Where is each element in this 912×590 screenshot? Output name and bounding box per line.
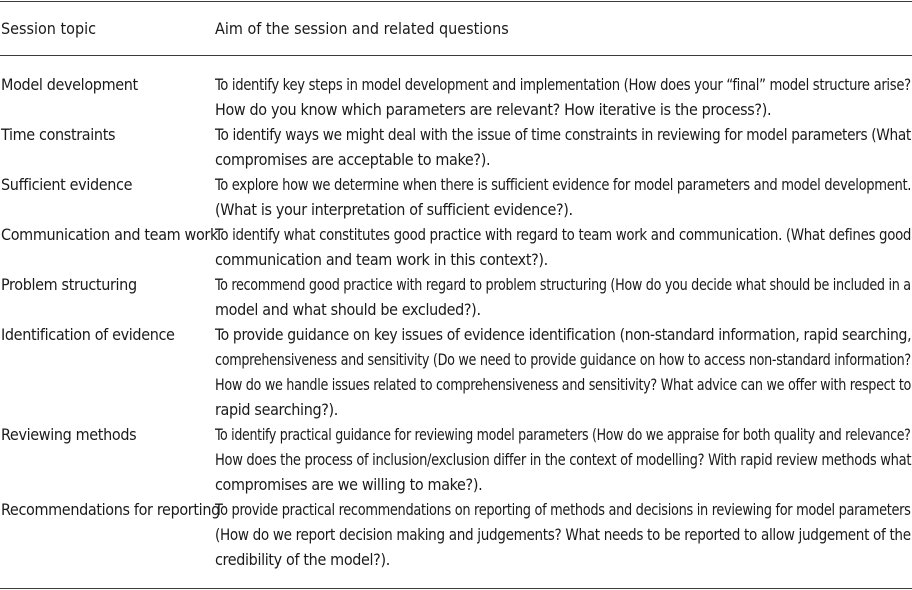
row-aim-line: (What is your interpretation of sufficient evidence?). xyxy=(215,200,573,219)
table-row xyxy=(0,72,912,122)
row-aim xyxy=(215,172,912,222)
row-topic: Model development xyxy=(1,75,138,94)
row-aim-line: credibility of the model?). xyxy=(215,550,390,569)
row-aim-line: comprehensiveness and sensitivity (Do we need to provide guidance on how to access non-standard information? xyxy=(215,350,911,369)
table-row xyxy=(0,322,912,422)
row-aim-line: To provide practical recommendations on reporting of methods and decisions in reviewing for model parameters xyxy=(215,500,911,519)
table-bottom-rule xyxy=(0,588,912,589)
table-body xyxy=(0,72,912,572)
row-aim-line: model and what should be excluded?). xyxy=(215,300,481,319)
header-aim: Aim of the session and related questions xyxy=(215,19,509,38)
table-row xyxy=(0,422,912,497)
row-aim-line: rapid searching?). xyxy=(215,400,338,419)
row-aim-line: compromises are acceptable to make?). xyxy=(215,150,491,169)
row-topic: Reviewing methods xyxy=(1,425,137,444)
row-aim-line: communication and team work in this context?). xyxy=(215,250,548,269)
row-aim-line: To identify practical guidance for reviewing model parameters (How do we appraise for both quality and relevance? xyxy=(215,425,911,444)
row-aim-line: To identify what constitutes good practice with regard to team work and communication. (What defines good xyxy=(215,225,912,244)
row-aim-line: compromises are we willing to make?). xyxy=(215,475,483,494)
table-row xyxy=(0,172,912,222)
table-row xyxy=(0,222,912,272)
row-aim-line: To provide guidance on key issues of evidence identification (non-standard information, rapid searching, xyxy=(215,325,912,344)
row-topic: Communication and team work xyxy=(1,225,218,244)
table-header-rule xyxy=(0,55,912,56)
table-header-row xyxy=(0,18,912,40)
row-aim-line: To recommend good practice with regard to problem structuring (How do you decide what should be included in a xyxy=(215,275,911,294)
row-topic: Identification of evidence xyxy=(1,325,175,344)
row-aim-line: (How do we report decision making and judgements? What needs to be reported to allow judgement of the xyxy=(215,525,911,544)
row-aim-line: To identify key steps in model development and implementation (How does your “final” model structure arise? xyxy=(215,75,911,94)
row-aim xyxy=(215,272,912,322)
row-aim-line: How does the process of inclusion/exclusion differ in the context of modelling? With rapid review methods what xyxy=(215,450,912,469)
row-topic: Recommendations for reporting xyxy=(1,500,220,519)
row-topic: Sufficient evidence xyxy=(1,175,133,194)
row-aim-line: To identify ways we might deal with the issue of time constraints in reviewing for model parameters (What xyxy=(215,125,911,144)
row-topic: Problem structuring xyxy=(1,275,137,294)
row-aim xyxy=(215,497,912,572)
table-row xyxy=(0,272,912,322)
row-aim xyxy=(215,72,912,122)
row-topic: Time constraints xyxy=(1,125,116,144)
row-aim-line: How do you know which parameters are relevant? How iterative is the process?). xyxy=(215,100,772,119)
header-session-topic: Session topic xyxy=(1,19,96,38)
table-row xyxy=(0,497,912,572)
row-aim-line: To explore how we determine when there is sufficient evidence for model parameters and model development. xyxy=(215,175,912,194)
table-top-rule xyxy=(0,1,912,2)
row-aim xyxy=(215,222,912,272)
table-row xyxy=(0,122,912,172)
row-aim xyxy=(215,322,912,422)
row-aim xyxy=(215,122,912,172)
row-aim-line: How do we handle issues related to comprehensiveness and sensitivity? What advice can we offer with respect to xyxy=(215,375,912,394)
row-aim xyxy=(215,422,912,497)
